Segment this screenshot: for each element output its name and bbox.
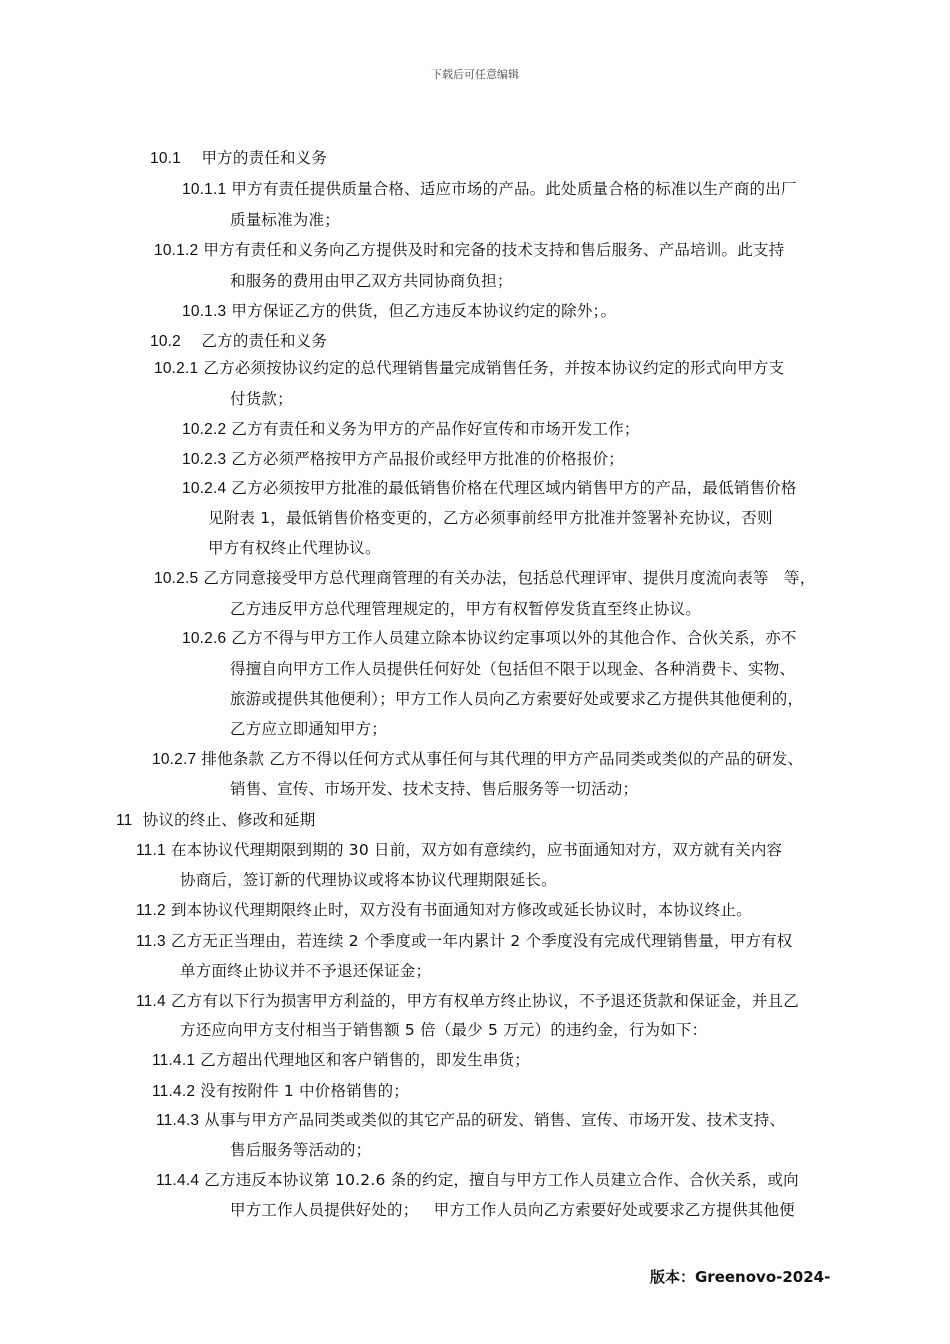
clause-line — [230, 599, 701, 619]
clause-line — [180, 870, 557, 890]
clause-text: 乙方应立即通知甲方； — [230, 720, 388, 738]
clause-text: 甲方的责任和义务 — [180, 149, 328, 167]
clause-number: 11.4.4 — [156, 1172, 200, 1189]
clause-line — [152, 1081, 409, 1102]
page-header-note: 下载后可任意编辑 — [431, 68, 519, 81]
clause-text: 协商后，签订新的代理协议或将本协议代理期限延长。 — [180, 871, 557, 889]
clause-line — [182, 179, 797, 200]
clause-text: 乙方的责任和义务 — [180, 332, 328, 350]
clause-text: 见附表 1，最低销售价格变更的，乙方必须事前经甲方批准并签署补充协议，否则 — [208, 509, 773, 527]
clause-line — [182, 478, 797, 499]
clause-number: 10.1.3 — [182, 303, 227, 320]
clause-number: 11 — [116, 812, 133, 829]
clause-number: 10.2.4 — [182, 480, 227, 497]
clause-line — [152, 749, 803, 770]
clause-line — [116, 810, 315, 831]
clause-line — [150, 148, 327, 169]
clause-line — [230, 689, 803, 709]
clause-text: 旅游或提供其他便利）；甲方工作人员向乙方索要好处或要求乙方提供其他便利的， — [230, 690, 804, 708]
clause-line — [182, 449, 624, 470]
clause-number: 10.2.1 — [154, 360, 199, 377]
clause-number: 10.2.7 — [152, 751, 197, 768]
clause-line — [154, 240, 784, 261]
clause-number: 11.1 — [136, 842, 166, 859]
clause-number: 10.2.2 — [182, 421, 227, 438]
clause-text: 得擅自向甲方工作人员提供任何好处（包括但不限于以现金、各种消费卡、实物、 — [230, 660, 796, 678]
clause-text: 乙方同意接受甲方总代理商管理的有关办法，包括总代理评审、提供月度流向表等 等， — [198, 569, 816, 587]
clause-number: 10.1 — [150, 150, 181, 167]
clause-number: 11.3 — [136, 933, 166, 950]
clause-number: 10.2 — [150, 333, 181, 350]
clause-line — [230, 1140, 371, 1160]
clause-line — [230, 271, 513, 291]
clause-line — [136, 840, 782, 861]
clause-line — [154, 358, 784, 379]
clause-text: 到本协议代理期限终止时，双方没有书面通知对方修改或延长协议时，本协议终止。 — [165, 901, 752, 919]
clause-text: 乙方违反本协议第 10.2.6 条的约定，擅自与甲方工作人员建立合作、合伙关系，或向 — [199, 1171, 799, 1189]
clause-line — [230, 210, 340, 230]
clause-text: 单方面终止协议并不予退还保证金； — [180, 962, 432, 980]
clause-number: 10.1.1 — [182, 181, 227, 198]
clause-line — [208, 538, 381, 558]
clause-text: 售后服务等活动的； — [230, 1141, 372, 1159]
clause-text: 甲方保证乙方的供货，但乙方违反本协议约定的除外；。 — [226, 302, 617, 320]
clause-line — [180, 961, 431, 981]
clause-text: 付货款； — [230, 390, 293, 408]
clause-line — [156, 1110, 785, 1131]
clause-text: 乙方无正当理由，若连续 2 个季度或一年内累计 2 个季度没有完成代理销售量，甲方有权 — [165, 932, 793, 950]
clause-text: 乙方超出代理地区和客户销售的，即发生串货； — [195, 1051, 530, 1069]
clause-text: 和服务的费用由甲乙双方共同协商负担； — [230, 272, 513, 290]
clause-number: 11.4.2 — [152, 1083, 196, 1100]
clause-text: 在本协议代理期限到期的 30 日前，双方如有意续约，应书面通知对方，双方就有关内容 — [165, 841, 783, 859]
clause-text: 质量标准为准； — [230, 211, 340, 229]
clause-text: 乙方不得与甲方工作人员建立除本协议约定事项以外的其他合作、合伙关系，亦不 — [226, 629, 797, 647]
clause-number: 10.1.2 — [154, 242, 199, 259]
clause-line — [156, 1170, 799, 1191]
clause-line — [230, 659, 795, 679]
clause-text: 甲方有责任和义务向乙方提供及时和完备的技术支持和售后服务、产品培训。此支持 — [198, 241, 785, 259]
clause-text: 甲方工作人员提供好处的； 甲方工作人员向乙方索要好处或要求乙方提供其他便 — [230, 1201, 795, 1219]
clause-line — [154, 568, 815, 589]
clause-line — [230, 389, 293, 409]
clause-number: 11.4 — [136, 993, 166, 1010]
clause-text: 排他条款 乙方不得以任何方式从事任何与其代理的甲方产品同类或类似的产品的研发、 — [196, 750, 804, 768]
clause-number: 11.4.3 — [156, 1112, 200, 1129]
clause-line — [230, 719, 387, 739]
clause-text: 销售、宣传、市场开发、技术支持、售后服务等一切活动； — [230, 780, 639, 798]
clause-text: 乙方有以下行为损害甲方利益的，甲方有权单方终止协议，不予退还货款和保证金，并且乙 — [165, 992, 799, 1010]
clause-text: 没有按附件 1 中价格销售的； — [195, 1082, 409, 1100]
clause-line — [230, 1200, 795, 1220]
clause-line — [182, 301, 616, 322]
clause-text: 乙方必须按协议约定的总代理销售量完成销售任务，并按本协议约定的形式向甲方支 — [198, 359, 785, 377]
clause-line — [208, 508, 773, 528]
clause-text: 乙方违反甲方总代理管理规定的，甲方有权暂停发货直至终止协议。 — [230, 600, 702, 618]
clause-line — [136, 931, 793, 952]
clause-text: 乙方必须严格按甲方产品报价或经甲方批准的价格报价； — [226, 450, 624, 468]
clause-text: 协议的终止、修改和延期 — [132, 811, 316, 829]
clause-line — [182, 628, 797, 649]
clause-line — [182, 419, 640, 440]
clause-number: 10.2.6 — [182, 630, 227, 647]
clause-line — [152, 1050, 530, 1071]
clause-line — [230, 779, 638, 799]
clause-number: 10.2.5 — [154, 570, 199, 587]
clause-text: 方还应向甲方支付相当于销售额 5 倍（最少 5 万元）的违约金，行为如下： — [180, 1021, 708, 1039]
clause-line — [136, 991, 799, 1012]
clause-number: 10.2.3 — [182, 451, 227, 468]
clause-text: 乙方有责任和义务为甲方的产品作好宣传和市场开发工作； — [226, 420, 640, 438]
clause-text: 从事与甲方产品同类或类似的其它产品的研发、销售、宣传、市场开发、技术支持、 — [199, 1111, 786, 1129]
clause-text: 乙方必须按甲方批准的最低销售价格在代理区域内销售甲方的产品，最低销售价格 — [226, 479, 797, 497]
clause-line — [136, 900, 752, 921]
clause-text: 甲方有权终止代理协议。 — [208, 539, 381, 557]
clause-text: 甲方有责任提供质量合格、适应市场的产品。此处质量合格的标准以生产商的出厂 — [226, 180, 797, 198]
clause-number: 11.2 — [136, 902, 166, 919]
clause-line — [150, 331, 327, 352]
clause-line — [180, 1020, 707, 1040]
version-footer: 版本：Greenovo-2024- — [650, 1268, 831, 1286]
clause-number: 11.4.1 — [152, 1052, 196, 1069]
